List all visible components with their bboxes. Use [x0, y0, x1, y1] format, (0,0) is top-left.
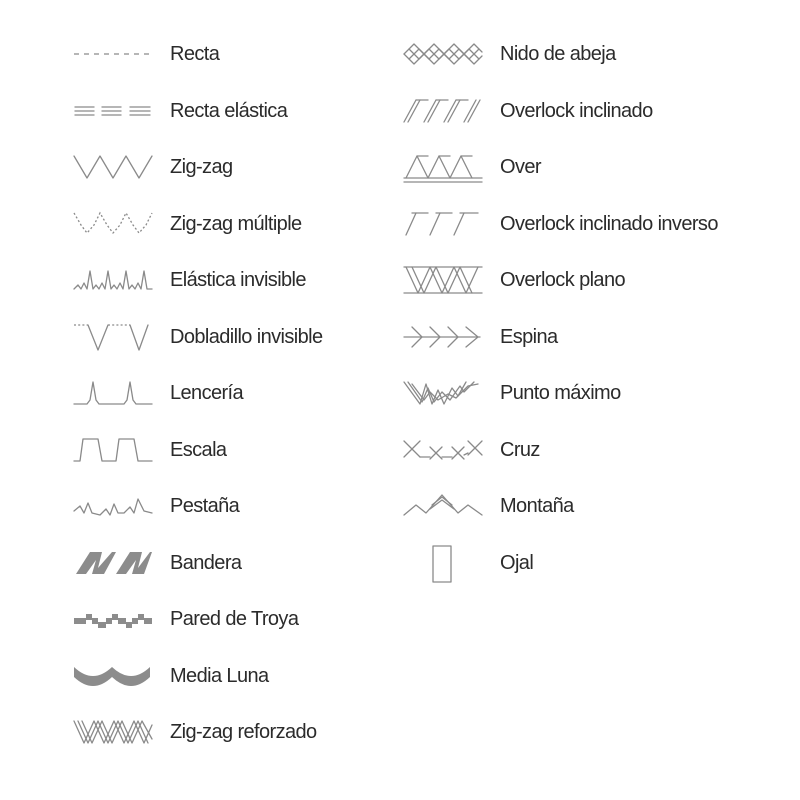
troy-wall-stitch-icon [72, 596, 154, 642]
reverse-slanted-overlock-stitch-icon [402, 201, 484, 247]
stitch-label: Media Luna [170, 664, 269, 687]
blind-hem-stitch-icon [72, 314, 154, 360]
stitch-label: Bandera [170, 551, 242, 574]
buttonhole-icon [402, 540, 484, 586]
stitch-label: Pestaña [170, 495, 240, 517]
stitch-label: Zig-zag múltiple [170, 212, 302, 235]
stitch-label: Overlock inclinado inverso [500, 212, 718, 235]
mountain-stitch-icon [402, 483, 484, 529]
honeycomb-stitch-icon [402, 31, 484, 77]
maximum-stitch-icon [402, 370, 484, 416]
zigzag-stitch-icon [72, 144, 154, 190]
flat-overlock-stitch-icon [402, 257, 484, 303]
stitch-label: Recta [170, 43, 220, 65]
stitch-label: Over [500, 156, 541, 178]
elastic-blind-stitch-icon [72, 257, 154, 303]
feather-stitch-icon [402, 314, 484, 360]
slanted-overlock-stitch-icon [402, 88, 484, 134]
stitch-label: Dobladillo invisible [170, 325, 323, 348]
reinforced-zigzag-stitch-icon [72, 709, 154, 755]
straight-dashed-stitch-icon [72, 31, 154, 77]
half-moon-stitch-icon [72, 653, 154, 699]
stitch-label: Pared de Troya [170, 608, 299, 630]
eyelash-stitch-icon [72, 483, 154, 529]
stitch-label: Zig-zag reforzado [170, 721, 317, 743]
stitch-label: Espina [500, 325, 558, 348]
multi-zigzag-stitch-icon [72, 201, 154, 247]
stitch-label: Ojal [500, 551, 534, 574]
ladder-stitch-icon [72, 427, 154, 473]
lingerie-stitch-icon [72, 370, 154, 416]
stitch-label: Zig-zag [170, 156, 233, 178]
stitch-label: Nido de abeja [500, 43, 616, 65]
stitch-label: Cruz [500, 438, 540, 461]
stitch-label: Overlock inclinado [500, 99, 653, 122]
stitch-label: Overlock plano [500, 269, 625, 291]
stitch-label: Punto máximo [500, 382, 621, 404]
stitch-label: Lencería [170, 382, 244, 404]
cross-stitch-icon [402, 427, 484, 473]
stitch-label: Montaña [500, 495, 574, 517]
flag-stitch-icon [72, 540, 154, 586]
over-stitch-icon [402, 144, 484, 190]
stitch-label: Recta elástica [170, 99, 288, 122]
stitch-label: Elástica invisible [170, 269, 306, 291]
stitch-label: Escala [170, 438, 227, 461]
triple-straight-stitch-icon [72, 88, 154, 134]
